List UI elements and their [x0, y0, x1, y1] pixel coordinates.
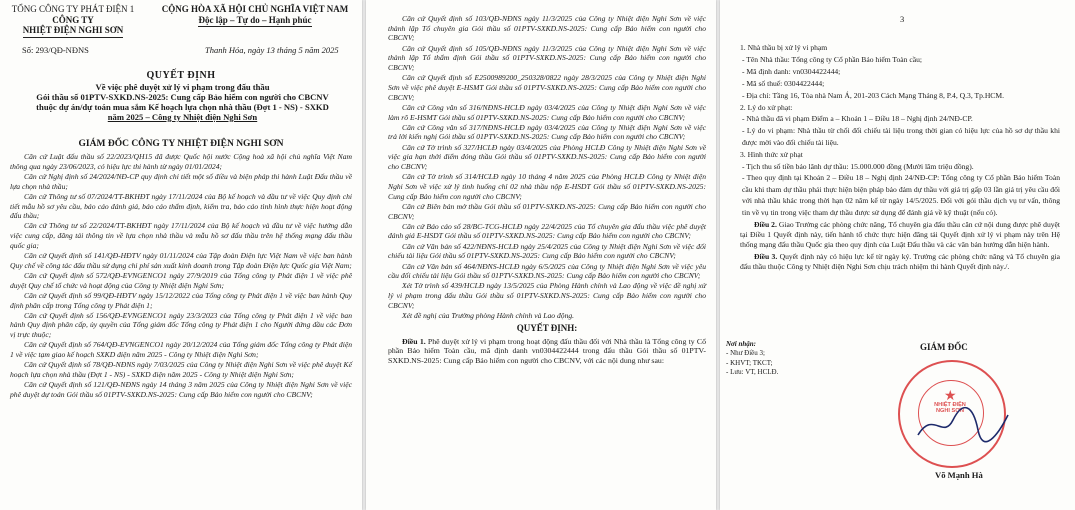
legal-basis-paragraph: Căn cứ Quyết định số 99/QĐ-HĐTV ngày 15/12/2022 của Tổng công ty Phát điện 1 về việc ban hành Quy định phân cấp trong Tổng công ty Phát điện 1; [10, 290, 352, 310]
detail-line: - Nhà thầu đã vi phạm Điểm a – Khoản 1 – Điều 18 – Nghị định 24/NĐ-CP. [742, 114, 973, 124]
recipient-item: - Lưu: VT, HCLĐ. [726, 367, 779, 376]
org-line-1: TỔNG CÔNG TY PHÁT ĐIỆN 1 [11, 4, 135, 14]
legal-basis-paragraph: Căn cứ Luật đấu thầu số 22/2023/QH15 đã được Quốc hội nước Cộng hoà xã hội chủ nghĩa Việt Nam thông qua ngày 23/06/2023, có hiệu lực thi hành từ ngày 01/01/2024; [10, 152, 352, 171]
handwritten-signature [908, 400, 1018, 450]
violation-details [740, 42, 1060, 273]
issuing-org-header [8, 4, 138, 38]
section-heading: 1. Nhà thầu bị xử lý vi phạm [740, 43, 828, 52]
legal-basis-paragraph: Căn cứ Nghị định số 24/2024/NĐ-CP quy định chi tiết một số điều và biện pháp thi hành Luật Đấu thầu về lựa chọn nhà thầu; [10, 171, 352, 191]
subject-line-1: Về việc phê duyệt xử lý vi phạm trong đấu thầu [95, 82, 270, 92]
article-3-label: Điều 3. [754, 252, 778, 262]
article-3-text: Quyết định này có hiệu lực kể từ ngày ký. Trưởng các phòng chức năng và Tổ chuyên gia đấu thầu thuộc Công ty Nhiệt điện Nghi Sơn chịu trách nhiệm thi hành Quyết định này./. [740, 252, 1061, 272]
article-1 [388, 337, 706, 366]
page-number: 3 [900, 14, 905, 24]
legal-basis-paragraph: Căn cứ Quyết định số 764/QĐ-EVNGENCO1 ngày 20/12/2024 của Tổng giám đốc Tổng công ty Phát điện 1 về việc tạm giao kế hoạch SXKD điện năm 2025 - Công ty Nhiệt điện Nghi Sơn; [10, 340, 352, 360]
legal-basis-paragraph: Căn cứ Tờ trình số 314/HCLĐ ngày 10 tháng 4 năm 2025 của Phòng HCLĐ Công ty Nhiệt điện Nghi Sơn về việc xử lý tình huống chỉ 02 nhà thầu nộp E-HSDT Gói thầu số 01PTV-SXKD.NS-2025: Cung cấp Bảo hiểm con người cho CBCNV; [388, 172, 706, 201]
document-page-3 [720, 0, 1075, 510]
legal-basis-paragraph: Căn cứ Công văn số 316/NĐNS-HCLĐ ngày 03/4/2025 của Công ty Nhiệt điện Nghi Sơn về việc làm rõ E-HSMT Gói thầu số 01PTV-SXKD.NS-2025: Cung cấp Bảo hiểm con người cho CBCNV; [388, 102, 706, 122]
legal-basis-paragraph: Căn cứ Công văn số 317/NĐNS-HCLĐ ngày 03/4/2025 của Công ty Nhiệt điện Nghi Sơn về việc trả lời kiến nghị Gói thầu số 01PTV-SXKD.NS-2025: Cung cấp Bảo hiểm con người cho CBCNV; [388, 122, 706, 142]
nation-name: CỘNG HÒA XÃ HỘI CHỦ NGHĨA VIỆT NAM [161, 4, 349, 14]
org-line-2: CÔNG TY [52, 14, 94, 25]
article-1-text: Phê duyệt xử lý vi phạm trong hoạt động đấu thầu đối với Nhà thầu là Tổng công ty Cổ phần Bảo hiểm Toàn cầu, mã định danh vn0304422444 trong đấu thầu Gói thầu số 01PTV-SXKD.NS-2025: Cung cấp Bảo hiểm con người cho CBCNV, với các nội dung như sau: [388, 336, 706, 365]
legal-basis-paragraph: Căn cứ Biên bản mở thầu Gói thầu số 01PTV-SXKD.NS-2025: Cung cấp Bảo hiểm con người cho CBCNV; [388, 201, 706, 221]
section-heading: 3. Hình thức xử phạt [740, 149, 803, 159]
legal-basis-paragraph: Căn cứ Quyết định số E2500989200_250328/0822 ngày 28/3/2025 của Công ty Nhiệt điện Nghi Sơn về việc phê duyệt E-HSMT Gói thầu số 01PTV-SXKD.NS-2025: Cung cấp Bảo hiểm con người cho CBCNV; [388, 73, 706, 102]
detail-line: - Tịch thu số tiền bảo lãnh dự thầu: 15.000.000 đồng (Mười lăm triệu đồng). [742, 161, 974, 171]
section-heading: 2. Lý do xử phạt: [740, 102, 793, 112]
legal-basis-paragraph: Căn cứ Quyết định số 141/QĐ-HĐTV ngày 01/11/2024 của Tập đoàn Điện lực Việt Nam về việc ban hành Quy chế về công tác đấu thầu sử dụng chi phí sản xuất kinh doanh trong Tập đoàn Điện lực Quốc gia Việt Nam; [10, 251, 352, 270]
detail-line: - Mã số thuế: 0304422444; [742, 78, 825, 88]
detail-line: - Lý do vi phạm: Nhà thầu từ chối đối chiếu tài liệu trong thời gian có hiệu lực của hồ sơ dự thầu khi được mời vào đối chiếu tài liệu. [742, 126, 1060, 147]
national-motto: Độc lập – Tự do – Hạnh phúc [198, 15, 311, 28]
detail-line: - Địa chỉ: Tầng 16, Tòa nhà Nam Á, 201-203 Cách Mạng Tháng 8, P.4, Q.3, Tp.HCM. [742, 90, 1005, 100]
signer-name: Võ Mạnh Hà [935, 470, 983, 480]
legal-basis-paragraph: Căn cứ Quyết định số 103/QĐ-NĐNS ngày 11/3/2025 của Công ty Nhiệt điện Nghi Sơn về việc thành lập Tổ chuyên gia Gói thầu số 01PTV-SXKD.NS-2025: Cung cấp Bảo hiểm con người cho CBCNV; [388, 14, 706, 43]
legal-basis-paragraph: Căn cứ Thông tư số 07/2024/TT-BKHĐT ngày 17/11/2024 của Bộ kế hoạch và đầu tư về việc Quy định chi tiết mẫu hồ sơ yêu cầu, báo cáo đánh giá, báo cáo thẩm định, kiểm tra, báo cáo tình hình thực hiện hoạt động đấu thầu; [10, 191, 352, 221]
document-number: Số: 293/QĐ-NĐNS [22, 45, 89, 55]
document-title: QUYẾT ĐỊNH [146, 70, 216, 81]
recipient-item: - KHVT; TKCT; [726, 358, 773, 367]
decides-heading: QUYẾT ĐỊNH: [516, 322, 578, 333]
legal-basis-paragraph: Xét Tờ trình số 439/HCLĐ ngày 13/5/2025 của Phòng Hành chính và Lao động về việc đề nghị xử lý vi phạm trong đấu thầu Gói thầu số 01PTV-SXKD.NS-2025: Cung cấp Bảo hiểm con người cho CBCNV; [388, 281, 706, 310]
detail-line: - Tên Nhà thầu: Tổng công ty Cổ phần Bảo hiểm Toàn cầu; [742, 54, 922, 64]
document-page-1 [0, 0, 362, 510]
recipient-item: - Như Điều 3; [726, 349, 765, 358]
legal-basis-paragraph: Căn cứ Tờ trình số 327/HCLĐ ngày 03/4/2025 của Phòng HCLĐ Công ty Nhiệt điện Nghi Sơn về việc gia hạn thời điểm đóng thầu Gói thầu số 01PTV-SXKD.NS-2025: Cung cấp Bảo hiểm con người cho CBCNV; [388, 142, 706, 172]
legal-basis-paragraph: Căn cứ Quyết định số 156/QĐ-EVNGENCO1 ngày 23/3/2023 của Tổng công ty Phát điện 1 về việc ban hành Quy định phân cấp, ủy quyền của Tổng giám đốc Tổng công ty Phát điện 1 cho Người đứng đầu các Đơn vị trực thuộc; [10, 310, 352, 340]
recipients-block [726, 340, 778, 377]
legal-basis-paragraph: Căn cứ Quyết định số 572/QĐ-EVNGENCO1 ngày 27/9/2019 của Tổng công ty Phát điện 1 về việc phê duyệt Quy chế tổ chức và hoạt động của Công ty Nhiệt điện Nghi Sơn; [10, 270, 352, 290]
seal-star-icon: ★ [944, 388, 957, 404]
article-2-label: Điều 2. [754, 220, 777, 230]
legal-basis-paragraph: Căn cứ Thông tư số 22/2024/TT-BKHĐT ngày 17/11/2024 của Bộ kế hoạch và đầu tư về việc hướng dẫn việc cung cấp, đăng tải thông tin về lựa chọn nhà thầu và mẫu hồ sơ đấu thầu trên hệ thống mạng đấu thầu quốc gia; [10, 221, 352, 250]
seal-lettering: NHIỆT ĐIỆN NGHI SƠN [934, 402, 966, 415]
legal-basis-paragraph: Căn cứ Văn bản số 422/NĐNS-HCLĐ ngày 25/4/2025 của Công ty Nhiệt điện Nghi Sơn về việc đối chiếu tài liệu Gói thầu số 01PTV-SXKD.NS-2025: Cung cấp Bảo hiểm con người cho CBCNV; [388, 241, 706, 261]
legal-basis-paragraph: Căn cứ Quyết định số 78/QĐ-NĐNS ngày 7/03/2025 của Công ty Nhiệt điện Nghi Sơn về việc phê duyệt Kế hoạch lựa chọn nhà thầu (Đợt 1 - NS) - SXKD điện năm 2025 - Công ty Nhiệt điện Nghi Sơn; [10, 360, 352, 379]
article-1-label: Điều 1. [402, 336, 426, 346]
national-header [150, 4, 360, 27]
legal-basis-paragraph: Căn cứ Quyết định số 121/QĐ-NĐNS ngày 14 tháng 3 năm 2025 của Công ty Nhiệt điện Nghi Sơn về việc phê duyệt dự toán Gói thầu số 01PTV-SXKD.NS-2025: Cung cấp Bảo hiểm con người cho CBCNV; [10, 380, 352, 399]
article-2-text: Giao Trưởng các phòng chức năng, Tổ chuyên gia đấu thầu căn cứ nội dung được phê duyệt tại Điều 1 Quyết định này, tiến hành tổ chức thực hiện đăng tải Quyết định xử lý vi phạm này trên Hệ thống mạng đấu thầu Quốc gia theo quy định của Luật Đấu thầu và các văn bản hướng dẫn hiện hành. [740, 220, 1061, 250]
legal-basis-list-2 [388, 14, 706, 366]
document-page-2 [366, 0, 716, 510]
article-3 [740, 252, 1060, 272]
document-subject [30, 82, 335, 122]
legal-basis-paragraph: Căn cứ Báo cáo số 28/BC-TCG-HCLĐ ngày 22/4/2025 của Tổ chuyên gia đấu thầu việc phê duyệt đánh giá E-HSDT Gói thầu số 01PTV-SXKD.NS-2025: Cung cấp Bảo hiểm con người cho CBCNV; [388, 221, 706, 241]
detail-line: - Mã định danh: vn0304422444; [742, 66, 841, 76]
recipients-label: Nơi nhận: [726, 340, 757, 348]
detail-line: - Theo quy định tại Khoản 2 – Điều 18 – Nghị định 24/NĐ-CP: Tổng công ty Cổ phần Bảo hiểm Toàn cầu khi tham dự thầu phải thực hiện biện pháp bảo đảm dự thầu với giá trị gấp 03 lần giá trị yêu cầu đối với nhà thầu khác trong thời hạn 02 năm kể từ ngày 14/5/2025. Đối với gói thầu dịch vụ tư vấn, thông tin về vụ tin trong việc tham dự thầu được sử dụng để đánh giá về kỹ thuật (nếu có). [742, 173, 1060, 217]
article-2 [740, 220, 1060, 250]
subject-line-3: năm 2025 – Công ty Nhiệt điện Nghi Sơn [107, 112, 258, 122]
legal-basis-paragraph: Xét đề nghị của Trưởng phòng Hành chính và Lao động. [402, 311, 575, 321]
director-heading: GIÁM ĐỐC CÔNG TY NHIỆT ĐIỆN NGHI SƠN [78, 139, 284, 149]
subject-line-2: Gói thầu số 01PTV-SXKD.NS-2025: Cung cấp Bảo hiểm con người cho CBCNV thuộc dự án/dự toán mua sắm Kế hoạch lựa chọn nhà thầu (Đợt 1 - NS) - SXKD [36, 92, 329, 112]
legal-basis-paragraph: Căn cứ Quyết định số 105/QĐ-NĐNS ngày 11/3/2025 của Công ty Nhiệt điện Nghi Sơn về việc thành lập Tổ thẩm định Gói thầu số 01PTV-SXKD.NS-2025: Cung cấp Bảo hiểm con người cho CBCNV; [388, 43, 706, 73]
legal-basis-list-1 [10, 152, 352, 400]
org-line-3: NHIỆT ĐIỆN NGHI SƠN [23, 25, 124, 38]
legal-basis-paragraph: Căn cứ Văn bản số 464/NĐNS-HCLĐ ngày 6/5/2025 của Công ty Nhiệt điện Nghi Sơn về việc yêu cầu đối chiếu tài liệu Gói thầu số 01PTV-SXKD.NS-2025: Cung cấp Bảo hiểm con người cho CBCNV; [388, 261, 706, 281]
date-line: Thanh Hóa, ngày 13 tháng 5 năm 2025 [205, 45, 339, 55]
signature-title: GIÁM ĐỐC [920, 342, 968, 352]
